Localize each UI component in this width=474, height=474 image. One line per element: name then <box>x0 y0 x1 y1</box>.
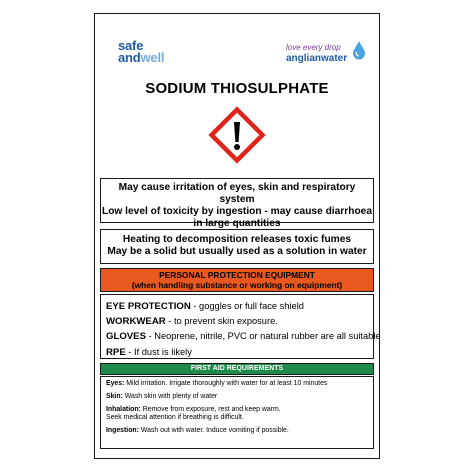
first-aid-list <box>100 376 374 449</box>
ppe-header-title: PERSONAL PROTECTION EQUIPMENT <box>159 270 315 280</box>
water-drop-icon <box>352 40 366 60</box>
first-aid-item: Ingestion: Wash out with water. Induce vomiting if possible. <box>106 426 289 434</box>
logo-andwell-text: andwell <box>118 50 165 65</box>
ppe-item: EYE PROTECTION - goggles or full face shield <box>106 301 304 312</box>
first-aid-item: Inhalation: Remove from exposure, rest and keep warm. Seek medical attention if breathing is difficult. <box>106 405 281 421</box>
ppe-item: WORKWEAR - to prevent skin exposure. <box>106 316 278 328</box>
hazard-line: in large quantities <box>193 218 281 229</box>
first-aid-item: Eyes: Mild irritation. Irrigate thoroughly with water for at least 10 minutes <box>106 380 328 387</box>
hazard-line: May be a solid but usually used as a solution in water <box>107 246 367 257</box>
first-aid-item: Skin: Wash skin with plenty of water <box>106 392 218 400</box>
additional-hazards-box <box>100 229 374 264</box>
safe-and-well-logo <box>118 40 164 64</box>
ppe-header-subtitle: (when handling substance or working on equipment) <box>131 280 343 290</box>
ppe-item: GLOVES - Neoprene, nitrile, PVC or natural rubber are all suitable <box>106 331 381 343</box>
ppe-item: RPE - If dust is likely <box>106 346 192 358</box>
hazard-statements-box <box>100 178 374 229</box>
hazard-line: May cause irritation of eyes, skin and respiratory system <box>118 182 356 205</box>
logo-tagline: love every drop <box>286 43 341 52</box>
ppe-header <box>100 268 374 292</box>
logo-safe-text: safe <box>118 38 144 53</box>
hazard-line: Low level of toxicity by ingestion - may cause diarrhoea <box>101 206 373 217</box>
logo-brand: anglianwater <box>286 53 348 64</box>
anglian-water-logo <box>286 40 368 72</box>
chemical-name-title: SODIUM THIOSULPHATE <box>145 80 329 97</box>
ppe-list <box>100 294 381 359</box>
ghs-exclamation-mark-icon <box>207 105 267 165</box>
first-aid-header: FIRST AID REQUIREMENTS <box>100 363 374 375</box>
hazard-line: Heating to decomposition releases toxic fumes <box>122 234 352 245</box>
